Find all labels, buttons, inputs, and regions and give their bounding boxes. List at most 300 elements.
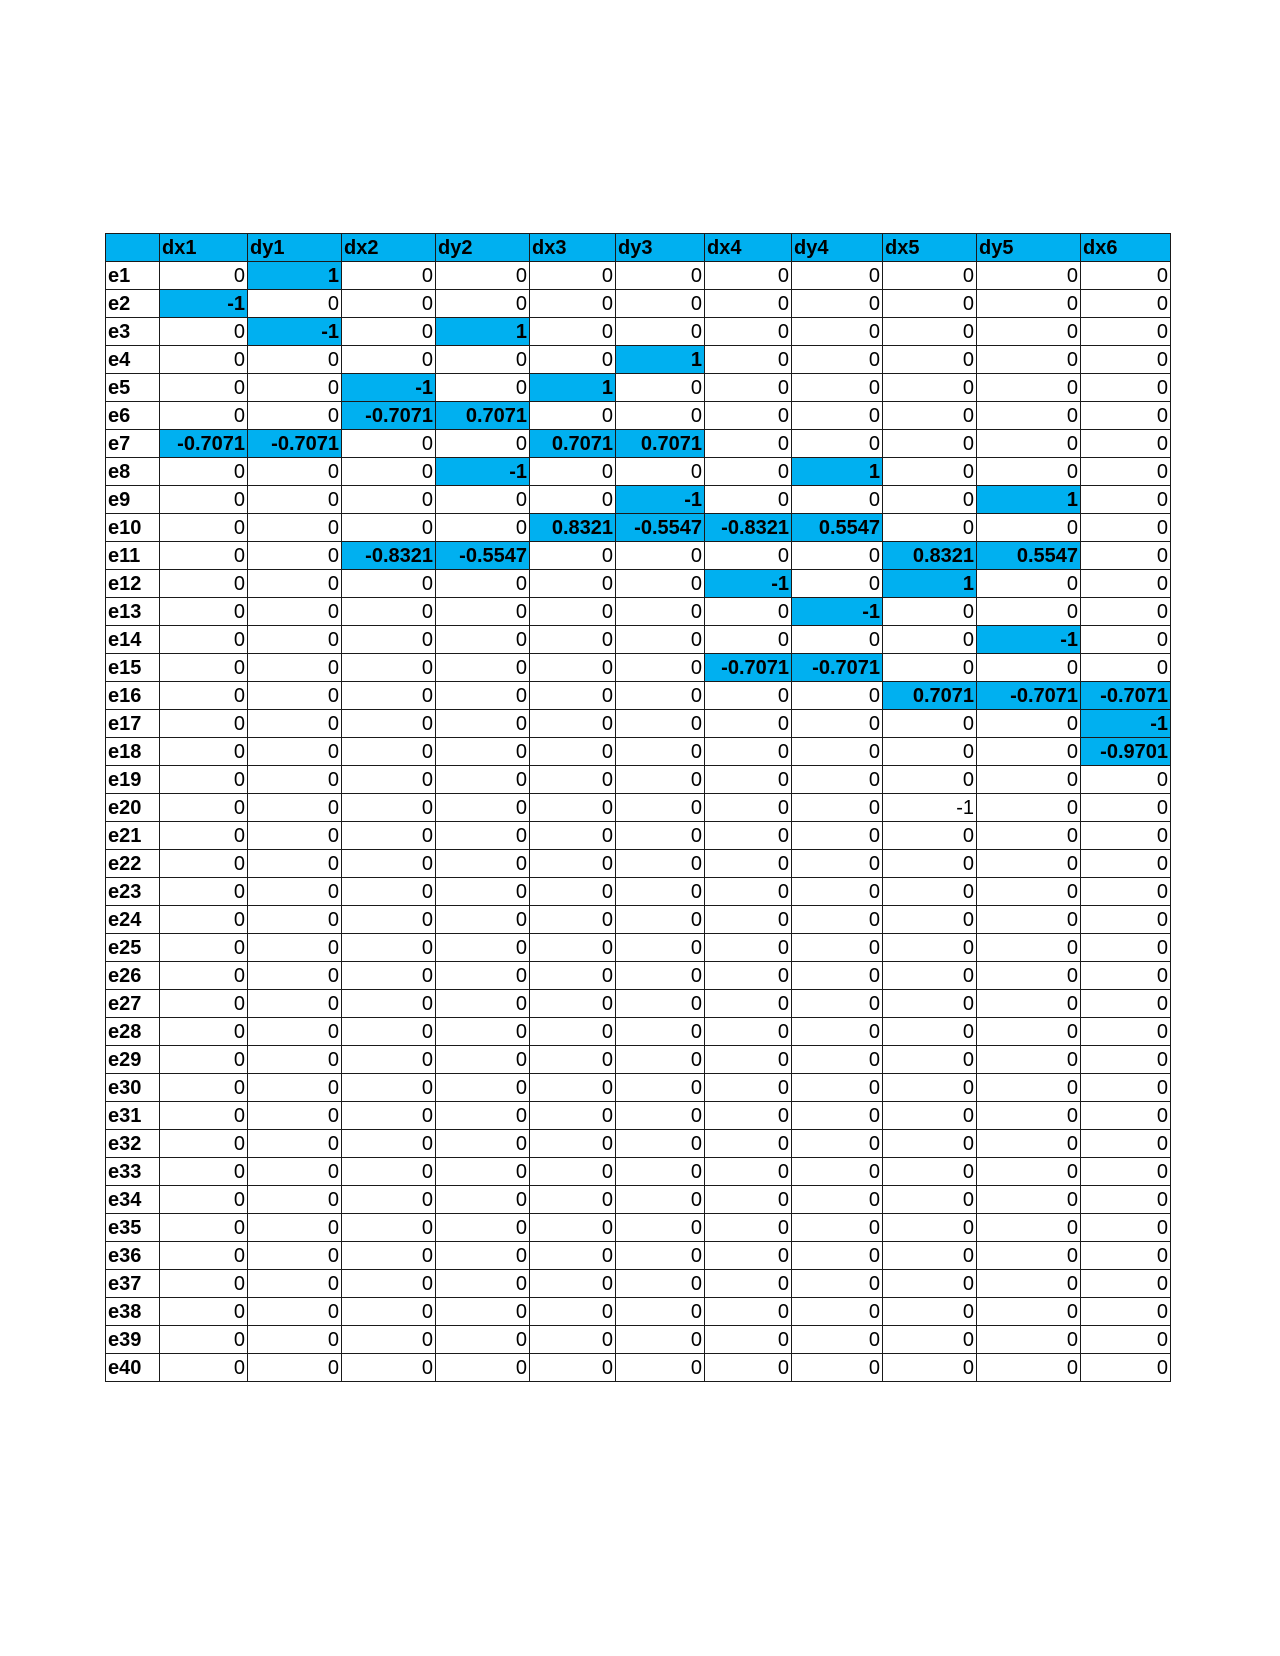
- table-cell[interactable]: 0: [342, 766, 436, 794]
- table-cell[interactable]: 0: [530, 850, 616, 878]
- table-cell[interactable]: 0: [705, 850, 792, 878]
- table-cell[interactable]: 0: [248, 794, 342, 822]
- table-cell[interactable]: 0: [977, 654, 1081, 682]
- table-cell[interactable]: 0: [1081, 486, 1171, 514]
- table-cell[interactable]: 0: [705, 318, 792, 346]
- table-cell[interactable]: 0: [705, 738, 792, 766]
- table-cell[interactable]: 0: [883, 654, 977, 682]
- table-cell[interactable]: 0: [1081, 514, 1171, 542]
- table-cell[interactable]: 0: [160, 654, 248, 682]
- table-cell[interactable]: 0: [342, 486, 436, 514]
- table-cell[interactable]: 0: [792, 1214, 883, 1242]
- table-cell[interactable]: 0: [1081, 654, 1171, 682]
- table-cell[interactable]: 0: [160, 766, 248, 794]
- table-cell[interactable]: 0: [160, 1298, 248, 1326]
- table-cell[interactable]: 0: [705, 626, 792, 654]
- table-cell[interactable]: 0: [160, 1270, 248, 1298]
- table-cell[interactable]: 0: [248, 1214, 342, 1242]
- table-cell[interactable]: 0: [616, 542, 705, 570]
- highlighted-cell[interactable]: -0.7071: [160, 430, 248, 458]
- table-cell[interactable]: 0: [530, 318, 616, 346]
- highlighted-cell[interactable]: -1: [705, 570, 792, 598]
- table-cell[interactable]: 0: [436, 1018, 530, 1046]
- table-cell[interactable]: 0: [705, 934, 792, 962]
- table-cell[interactable]: 0: [436, 598, 530, 626]
- table-cell[interactable]: 0: [342, 878, 436, 906]
- table-cell[interactable]: 0: [616, 822, 705, 850]
- table-cell[interactable]: 0: [248, 1298, 342, 1326]
- table-cell[interactable]: 0: [792, 486, 883, 514]
- table-cell[interactable]: 0: [248, 1186, 342, 1214]
- table-cell[interactable]: 0: [792, 906, 883, 934]
- table-cell[interactable]: 0: [1081, 1242, 1171, 1270]
- table-cell[interactable]: 0: [436, 1270, 530, 1298]
- highlighted-cell[interactable]: 1: [792, 458, 883, 486]
- table-cell[interactable]: 0: [530, 1298, 616, 1326]
- table-cell[interactable]: 0: [705, 878, 792, 906]
- table-cell[interactable]: 0: [616, 290, 705, 318]
- table-cell[interactable]: 0: [792, 766, 883, 794]
- table-cell[interactable]: 0: [530, 766, 616, 794]
- table-cell[interactable]: 0: [977, 1354, 1081, 1382]
- table-cell[interactable]: 0: [977, 850, 1081, 878]
- table-cell[interactable]: 0: [436, 626, 530, 654]
- table-cell[interactable]: 0: [342, 738, 436, 766]
- table-cell[interactable]: 0: [160, 570, 248, 598]
- table-cell[interactable]: 0: [342, 290, 436, 318]
- table-cell[interactable]: 0: [977, 1046, 1081, 1074]
- table-cell[interactable]: 0: [436, 262, 530, 290]
- table-cell[interactable]: 0: [883, 990, 977, 1018]
- table-cell[interactable]: 0: [883, 738, 977, 766]
- table-cell[interactable]: 0: [977, 514, 1081, 542]
- table-cell[interactable]: 0: [436, 1074, 530, 1102]
- table-cell[interactable]: 0: [342, 906, 436, 934]
- table-cell[interactable]: 0: [792, 1298, 883, 1326]
- table-cell[interactable]: 0: [977, 1130, 1081, 1158]
- table-cell[interactable]: 0: [436, 766, 530, 794]
- table-cell[interactable]: 0: [977, 906, 1081, 934]
- table-cell[interactable]: 0: [977, 1102, 1081, 1130]
- table-cell[interactable]: 0: [248, 570, 342, 598]
- table-cell[interactable]: 0: [883, 878, 977, 906]
- table-cell[interactable]: 0: [616, 1158, 705, 1186]
- table-cell[interactable]: 0: [792, 962, 883, 990]
- table-cell[interactable]: 0: [530, 822, 616, 850]
- table-cell[interactable]: 0: [883, 1326, 977, 1354]
- table-cell[interactable]: 0: [530, 1214, 616, 1242]
- highlighted-cell[interactable]: -0.9701: [1081, 738, 1171, 766]
- table-cell[interactable]: 0: [530, 346, 616, 374]
- table-cell[interactable]: 0: [530, 626, 616, 654]
- highlighted-cell[interactable]: 0.8321: [530, 514, 616, 542]
- table-cell[interactable]: 0: [160, 1130, 248, 1158]
- table-cell[interactable]: 0: [342, 1046, 436, 1074]
- table-cell[interactable]: 0: [705, 346, 792, 374]
- table-cell[interactable]: 0: [705, 1046, 792, 1074]
- table-cell[interactable]: 0: [977, 430, 1081, 458]
- table-cell[interactable]: 0: [248, 514, 342, 542]
- table-cell[interactable]: 0: [792, 1130, 883, 1158]
- table-cell[interactable]: 0: [248, 542, 342, 570]
- highlighted-cell[interactable]: -0.7071: [792, 654, 883, 682]
- table-cell[interactable]: 0: [1081, 822, 1171, 850]
- table-cell[interactable]: 0: [530, 878, 616, 906]
- table-cell[interactable]: 0: [342, 934, 436, 962]
- table-cell[interactable]: 0: [616, 962, 705, 990]
- table-cell[interactable]: 0: [883, 1186, 977, 1214]
- table-cell[interactable]: 0: [530, 598, 616, 626]
- highlighted-cell[interactable]: 1: [616, 346, 705, 374]
- table-cell[interactable]: 0: [792, 1270, 883, 1298]
- table-cell[interactable]: 0: [248, 1130, 342, 1158]
- table-cell[interactable]: 0: [1081, 1158, 1171, 1186]
- highlighted-cell[interactable]: -0.8321: [705, 514, 792, 542]
- table-cell[interactable]: 0: [342, 822, 436, 850]
- table-cell[interactable]: 0: [248, 682, 342, 710]
- table-cell[interactable]: 0: [248, 598, 342, 626]
- table-cell[interactable]: 0: [530, 290, 616, 318]
- table-cell[interactable]: 0: [977, 374, 1081, 402]
- table-cell[interactable]: 0: [705, 990, 792, 1018]
- table-cell[interactable]: 0: [530, 1270, 616, 1298]
- table-cell[interactable]: -1: [883, 794, 977, 822]
- table-cell[interactable]: 0: [248, 710, 342, 738]
- table-cell[interactable]: 0: [160, 962, 248, 990]
- table-cell[interactable]: 0: [792, 626, 883, 654]
- table-cell[interactable]: 0: [792, 1018, 883, 1046]
- table-cell[interactable]: 0: [705, 906, 792, 934]
- table-cell[interactable]: 0: [792, 850, 883, 878]
- table-cell[interactable]: 0: [248, 626, 342, 654]
- table-cell[interactable]: 0: [248, 402, 342, 430]
- table-cell[interactable]: 0: [883, 822, 977, 850]
- table-cell[interactable]: 0: [436, 1186, 530, 1214]
- table-cell[interactable]: 0: [792, 682, 883, 710]
- table-cell[interactable]: 0: [1081, 850, 1171, 878]
- table-cell[interactable]: 0: [792, 1354, 883, 1382]
- table-cell[interactable]: 0: [977, 1270, 1081, 1298]
- table-cell[interactable]: 0: [616, 1018, 705, 1046]
- table-cell[interactable]: 0: [977, 766, 1081, 794]
- table-cell[interactable]: 0: [248, 458, 342, 486]
- table-cell[interactable]: 0: [705, 598, 792, 626]
- table-cell[interactable]: 0: [977, 710, 1081, 738]
- table-cell[interactable]: 0: [248, 906, 342, 934]
- table-cell[interactable]: 0: [883, 458, 977, 486]
- table-cell[interactable]: 0: [792, 290, 883, 318]
- table-cell[interactable]: 0: [530, 962, 616, 990]
- table-cell[interactable]: 0: [436, 1326, 530, 1354]
- table-cell[interactable]: 0: [342, 626, 436, 654]
- table-cell[interactable]: 0: [977, 318, 1081, 346]
- table-cell[interactable]: 0: [705, 1158, 792, 1186]
- table-cell[interactable]: 0: [977, 1214, 1081, 1242]
- table-cell[interactable]: 0: [530, 402, 616, 430]
- table-cell[interactable]: 0: [616, 1214, 705, 1242]
- table-cell[interactable]: 0: [705, 486, 792, 514]
- table-cell[interactable]: 0: [342, 570, 436, 598]
- table-cell[interactable]: 0: [883, 1130, 977, 1158]
- table-cell[interactable]: 0: [436, 934, 530, 962]
- table-cell[interactable]: 0: [1081, 1074, 1171, 1102]
- table-cell[interactable]: 0: [792, 1186, 883, 1214]
- table-cell[interactable]: 0: [160, 906, 248, 934]
- table-cell[interactable]: 0: [160, 1158, 248, 1186]
- table-cell[interactable]: 0: [160, 598, 248, 626]
- table-cell[interactable]: 0: [436, 682, 530, 710]
- table-cell[interactable]: 0: [883, 710, 977, 738]
- table-cell[interactable]: 0: [883, 626, 977, 654]
- table-cell[interactable]: 0: [977, 1158, 1081, 1186]
- table-cell[interactable]: 0: [705, 1130, 792, 1158]
- table-cell[interactable]: 0: [160, 682, 248, 710]
- table-cell[interactable]: 0: [342, 1270, 436, 1298]
- table-cell[interactable]: 0: [248, 1326, 342, 1354]
- table-cell[interactable]: 0: [342, 514, 436, 542]
- table-cell[interactable]: 0: [342, 1018, 436, 1046]
- table-cell[interactable]: 0: [342, 710, 436, 738]
- table-cell[interactable]: 0: [160, 318, 248, 346]
- table-cell[interactable]: 0: [792, 1158, 883, 1186]
- table-cell[interactable]: 0: [530, 1326, 616, 1354]
- table-cell[interactable]: 0: [342, 1354, 436, 1382]
- table-cell[interactable]: 0: [342, 1158, 436, 1186]
- table-cell[interactable]: 0: [977, 598, 1081, 626]
- table-cell[interactable]: 0: [977, 1242, 1081, 1270]
- table-cell[interactable]: 0: [160, 402, 248, 430]
- table-cell[interactable]: 0: [530, 1046, 616, 1074]
- table-cell[interactable]: 0: [248, 934, 342, 962]
- table-cell[interactable]: 0: [530, 1354, 616, 1382]
- table-cell[interactable]: 0: [342, 850, 436, 878]
- table-cell[interactable]: 0: [248, 1354, 342, 1382]
- table-cell[interactable]: 0: [248, 1102, 342, 1130]
- table-cell[interactable]: 0: [616, 934, 705, 962]
- table-cell[interactable]: 0: [1081, 598, 1171, 626]
- table-cell[interactable]: 0: [436, 1242, 530, 1270]
- table-cell[interactable]: 0: [248, 990, 342, 1018]
- table-cell[interactable]: 0: [530, 1018, 616, 1046]
- table-cell[interactable]: 0: [616, 878, 705, 906]
- table-cell[interactable]: 0: [705, 458, 792, 486]
- highlighted-cell[interactable]: 0.5547: [977, 542, 1081, 570]
- table-cell[interactable]: 0: [1081, 1018, 1171, 1046]
- table-cell[interactable]: 0: [1081, 1214, 1171, 1242]
- table-cell[interactable]: 0: [436, 346, 530, 374]
- table-cell[interactable]: 0: [1081, 962, 1171, 990]
- table-cell[interactable]: 0: [1081, 402, 1171, 430]
- table-cell[interactable]: 0: [616, 682, 705, 710]
- table-cell[interactable]: 0: [616, 850, 705, 878]
- table-cell[interactable]: 0: [616, 710, 705, 738]
- table-cell[interactable]: 0: [160, 990, 248, 1018]
- table-cell[interactable]: 0: [436, 1298, 530, 1326]
- table-cell[interactable]: 0: [616, 402, 705, 430]
- table-cell[interactable]: 0: [530, 542, 616, 570]
- table-cell[interactable]: 0: [977, 458, 1081, 486]
- table-cell[interactable]: 0: [530, 1074, 616, 1102]
- table-cell[interactable]: 0: [616, 262, 705, 290]
- table-cell[interactable]: 0: [342, 458, 436, 486]
- table-cell[interactable]: 0: [883, 1270, 977, 1298]
- table-cell[interactable]: 0: [705, 766, 792, 794]
- table-cell[interactable]: 0: [705, 710, 792, 738]
- table-cell[interactable]: 0: [977, 570, 1081, 598]
- table-cell[interactable]: 0: [436, 710, 530, 738]
- table-cell[interactable]: 0: [160, 1186, 248, 1214]
- table-cell[interactable]: 0: [530, 654, 616, 682]
- table-cell[interactable]: 0: [530, 458, 616, 486]
- table-cell[interactable]: 0: [616, 654, 705, 682]
- table-cell[interactable]: 0: [436, 486, 530, 514]
- highlighted-cell[interactable]: -1: [248, 318, 342, 346]
- table-cell[interactable]: 0: [248, 374, 342, 402]
- table-cell[interactable]: 0: [248, 850, 342, 878]
- table-cell[interactable]: 0: [792, 878, 883, 906]
- table-cell[interactable]: 0: [883, 262, 977, 290]
- highlighted-cell[interactable]: -1: [342, 374, 436, 402]
- table-cell[interactable]: 0: [616, 1074, 705, 1102]
- table-cell[interactable]: 0: [160, 1102, 248, 1130]
- table-cell[interactable]: 0: [160, 1018, 248, 1046]
- table-cell[interactable]: 0: [160, 1242, 248, 1270]
- table-cell[interactable]: 0: [160, 738, 248, 766]
- table-cell[interactable]: 0: [530, 1102, 616, 1130]
- table-cell[interactable]: 0: [1081, 1102, 1171, 1130]
- table-cell[interactable]: 0: [342, 682, 436, 710]
- table-cell[interactable]: 0: [977, 262, 1081, 290]
- table-cell[interactable]: 0: [705, 682, 792, 710]
- table-cell[interactable]: 0: [883, 1046, 977, 1074]
- table-cell[interactable]: 0: [160, 1354, 248, 1382]
- table-cell[interactable]: 0: [248, 1046, 342, 1074]
- table-cell[interactable]: 0: [977, 794, 1081, 822]
- table-cell[interactable]: 0: [616, 906, 705, 934]
- table-cell[interactable]: 0: [705, 1018, 792, 1046]
- table-cell[interactable]: 0: [616, 374, 705, 402]
- table-cell[interactable]: 0: [705, 1186, 792, 1214]
- highlighted-cell[interactable]: 0.5547: [792, 514, 883, 542]
- table-cell[interactable]: 0: [977, 822, 1081, 850]
- table-cell[interactable]: 0: [436, 654, 530, 682]
- table-cell[interactable]: 0: [342, 318, 436, 346]
- table-cell[interactable]: 0: [248, 1158, 342, 1186]
- table-cell[interactable]: 0: [977, 738, 1081, 766]
- table-cell[interactable]: 0: [883, 290, 977, 318]
- table-cell[interactable]: 0: [342, 346, 436, 374]
- table-cell[interactable]: 0: [530, 794, 616, 822]
- highlighted-cell[interactable]: 1: [883, 570, 977, 598]
- table-cell[interactable]: 0: [160, 626, 248, 654]
- table-cell[interactable]: 0: [436, 374, 530, 402]
- table-cell[interactable]: 0: [248, 346, 342, 374]
- table-cell[interactable]: 0: [248, 1018, 342, 1046]
- table-cell[interactable]: 0: [705, 1270, 792, 1298]
- table-cell[interactable]: 0: [436, 430, 530, 458]
- table-cell[interactable]: 0: [160, 486, 248, 514]
- highlighted-cell[interactable]: 1: [530, 374, 616, 402]
- table-cell[interactable]: 0: [342, 598, 436, 626]
- table-cell[interactable]: 0: [616, 318, 705, 346]
- table-cell[interactable]: 0: [530, 1186, 616, 1214]
- table-cell[interactable]: 0: [705, 794, 792, 822]
- table-cell[interactable]: 0: [705, 1298, 792, 1326]
- table-cell[interactable]: 0: [160, 1326, 248, 1354]
- table-cell[interactable]: 0: [883, 514, 977, 542]
- highlighted-cell[interactable]: 1: [436, 318, 530, 346]
- table-cell[interactable]: 0: [616, 990, 705, 1018]
- table-cell[interactable]: 0: [977, 990, 1081, 1018]
- table-cell[interactable]: 0: [160, 850, 248, 878]
- table-cell[interactable]: 0: [792, 1326, 883, 1354]
- table-cell[interactable]: 0: [977, 1298, 1081, 1326]
- table-cell[interactable]: 0: [248, 486, 342, 514]
- table-cell[interactable]: 0: [883, 1298, 977, 1326]
- table-cell[interactable]: 0: [248, 738, 342, 766]
- table-cell[interactable]: 0: [616, 766, 705, 794]
- table-cell[interactable]: 0: [616, 1130, 705, 1158]
- table-cell[interactable]: 0: [160, 514, 248, 542]
- highlighted-cell[interactable]: -0.8321: [342, 542, 436, 570]
- table-cell[interactable]: 0: [342, 654, 436, 682]
- table-cell[interactable]: 0: [342, 962, 436, 990]
- table-cell[interactable]: 0: [705, 374, 792, 402]
- table-cell[interactable]: 0: [616, 598, 705, 626]
- table-cell[interactable]: 0: [883, 850, 977, 878]
- table-cell[interactable]: 0: [792, 1242, 883, 1270]
- table-cell[interactable]: 0: [977, 290, 1081, 318]
- highlighted-cell[interactable]: -0.7071: [705, 654, 792, 682]
- table-cell[interactable]: 0: [1081, 458, 1171, 486]
- table-cell[interactable]: 0: [792, 570, 883, 598]
- highlighted-cell[interactable]: -0.5547: [616, 514, 705, 542]
- highlighted-cell[interactable]: -1: [977, 626, 1081, 654]
- table-cell[interactable]: 0: [248, 1270, 342, 1298]
- table-cell[interactable]: 0: [1081, 1270, 1171, 1298]
- table-cell[interactable]: 0: [436, 822, 530, 850]
- highlighted-cell[interactable]: -1: [436, 458, 530, 486]
- table-cell[interactable]: 0: [160, 346, 248, 374]
- table-cell[interactable]: 0: [977, 934, 1081, 962]
- highlighted-cell[interactable]: -1: [1081, 710, 1171, 738]
- table-cell[interactable]: 0: [248, 766, 342, 794]
- table-cell[interactable]: 0: [792, 710, 883, 738]
- table-cell[interactable]: 0: [616, 1186, 705, 1214]
- table-cell[interactable]: 0: [436, 878, 530, 906]
- table-cell[interactable]: 0: [616, 458, 705, 486]
- table-cell[interactable]: 0: [616, 1046, 705, 1074]
- table-cell[interactable]: 0: [1081, 1354, 1171, 1382]
- table-cell[interactable]: 0: [1081, 1130, 1171, 1158]
- table-cell[interactable]: 0: [616, 1326, 705, 1354]
- table-cell[interactable]: 0: [436, 906, 530, 934]
- table-cell[interactable]: 0: [436, 1354, 530, 1382]
- table-cell[interactable]: 0: [1081, 346, 1171, 374]
- table-cell[interactable]: 0: [160, 374, 248, 402]
- table-cell[interactable]: 0: [705, 290, 792, 318]
- table-cell[interactable]: 0: [1081, 318, 1171, 346]
- table-cell[interactable]: 0: [792, 1074, 883, 1102]
- highlighted-cell[interactable]: 1: [977, 486, 1081, 514]
- table-cell[interactable]: 0: [883, 1074, 977, 1102]
- table-cell[interactable]: 0: [792, 822, 883, 850]
- table-cell[interactable]: 0: [530, 990, 616, 1018]
- table-cell[interactable]: 0: [342, 1102, 436, 1130]
- table-cell[interactable]: 0: [977, 1186, 1081, 1214]
- table-cell[interactable]: 0: [977, 878, 1081, 906]
- table-cell[interactable]: 0: [248, 290, 342, 318]
